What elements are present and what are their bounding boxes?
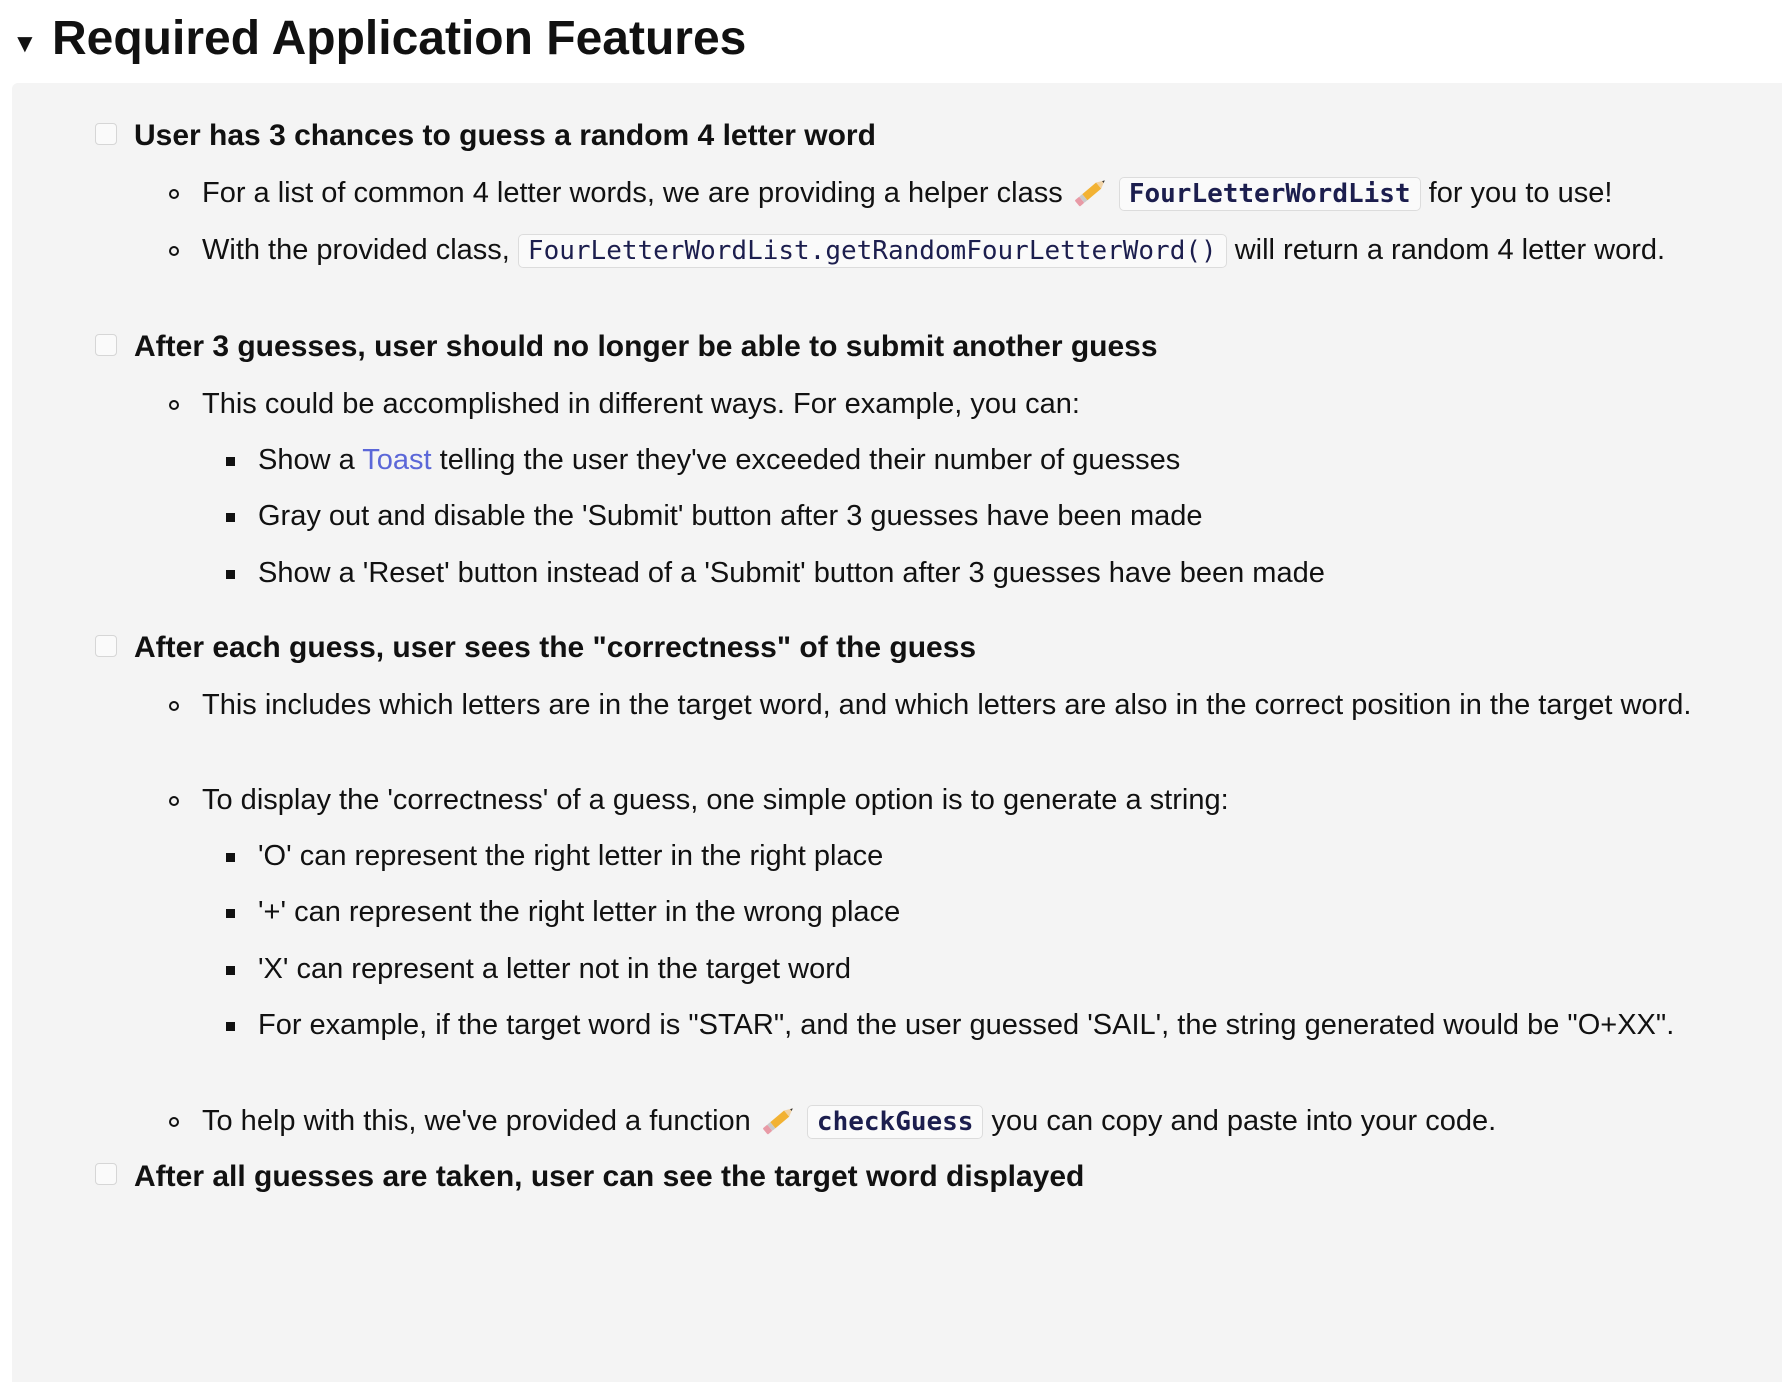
item-text: for you to use! xyxy=(1420,177,1613,209)
circle-bullet-icon xyxy=(169,400,179,410)
sub-list-item xyxy=(258,890,1702,934)
square-bullet-icon xyxy=(226,966,235,975)
list-item xyxy=(202,683,1702,727)
item-text: you can copy and paste into your code. xyxy=(983,1105,1497,1137)
sub-list-item xyxy=(258,1003,1702,1047)
square-bullet-icon xyxy=(226,909,235,918)
task-checkbox-3[interactable] xyxy=(95,635,117,657)
section-title: Required Application Features xyxy=(52,12,747,65)
toast-link[interactable]: Toast xyxy=(362,444,432,476)
square-bullet-icon xyxy=(226,853,235,862)
item-text: This includes which letters are in the target word, and which letters are also in the correct position in the target word. xyxy=(202,689,1692,721)
code-inline: FourLetterWordList.getRandomFourLetterWord() xyxy=(518,234,1227,268)
item-text: '+' can represent the right letter in the wrong place xyxy=(258,896,901,928)
list-item xyxy=(202,171,1702,216)
circle-bullet-icon xyxy=(169,796,179,806)
sub-list-item xyxy=(258,551,1702,595)
item-text: Gray out and disable the 'Submit' button after 3 guesses have been made xyxy=(258,500,1203,532)
list-item xyxy=(202,228,1702,273)
list-item xyxy=(202,778,1702,822)
code-inline: checkGuess xyxy=(807,1105,984,1139)
item-text: telling the user they've exceeded their number of guesses xyxy=(431,444,1181,476)
item-text: To help with this, we've provided a function xyxy=(202,1105,759,1137)
task-checkbox-1[interactable] xyxy=(95,123,117,145)
item-text: For example, if the target word is "STAR", and the user guessed 'SAIL', the string generated would be "O+XX". xyxy=(258,1009,1675,1041)
task-label: User has 3 chances to guess a random 4 letter word xyxy=(134,119,876,152)
pencil-icon xyxy=(759,1105,799,1135)
section-header xyxy=(0,0,1782,80)
circle-bullet-icon xyxy=(169,1117,179,1127)
list-item xyxy=(202,1099,1702,1144)
item-text: 'X' can represent a letter not in the target word xyxy=(258,953,852,985)
collapse-toggle-icon[interactable]: ▼ xyxy=(12,28,38,58)
item-text: Show a 'Reset' button instead of a 'Submit' button after 3 guesses have been made xyxy=(258,557,1325,589)
item-text: With the provided class, xyxy=(202,234,518,266)
feature-panel xyxy=(12,83,1782,1382)
square-bullet-icon xyxy=(226,570,235,579)
task-label: After 3 guesses, user should no longer be able to submit another guess xyxy=(134,330,1158,363)
code-inline: FourLetterWordList xyxy=(1119,177,1421,211)
sub-list-item xyxy=(258,834,1702,878)
circle-bullet-icon xyxy=(169,189,179,199)
item-text: For a list of common 4 letter words, we are providing a helper class xyxy=(202,177,1071,209)
task-checkbox-4[interactable] xyxy=(95,1163,117,1185)
task-label: After each guess, user sees the "correctness" of the guess xyxy=(134,631,977,664)
item-text: This could be accomplished in different ways. For example, you can: xyxy=(202,388,1080,420)
list-item xyxy=(202,382,1702,426)
circle-bullet-icon xyxy=(169,701,179,711)
pencil-icon xyxy=(1071,177,1111,207)
square-bullet-icon xyxy=(226,457,235,466)
square-bullet-icon xyxy=(226,513,235,522)
task-checkbox-2[interactable] xyxy=(95,334,117,356)
sub-list-item xyxy=(258,494,1702,538)
item-text: will return a random 4 letter word. xyxy=(1226,234,1666,266)
item-text: To display the 'correctness' of a guess, one simple option is to generate a string: xyxy=(202,784,1229,816)
circle-bullet-icon xyxy=(169,246,179,256)
sub-list-item xyxy=(258,947,1702,991)
task-label: After all guesses are taken, user can see the target word displayed xyxy=(134,1160,1085,1193)
item-text: Show a xyxy=(258,444,363,476)
item-text: 'O' can represent the right letter in the right place xyxy=(258,840,884,872)
sub-list-item xyxy=(258,438,1702,482)
square-bullet-icon xyxy=(226,1022,235,1031)
